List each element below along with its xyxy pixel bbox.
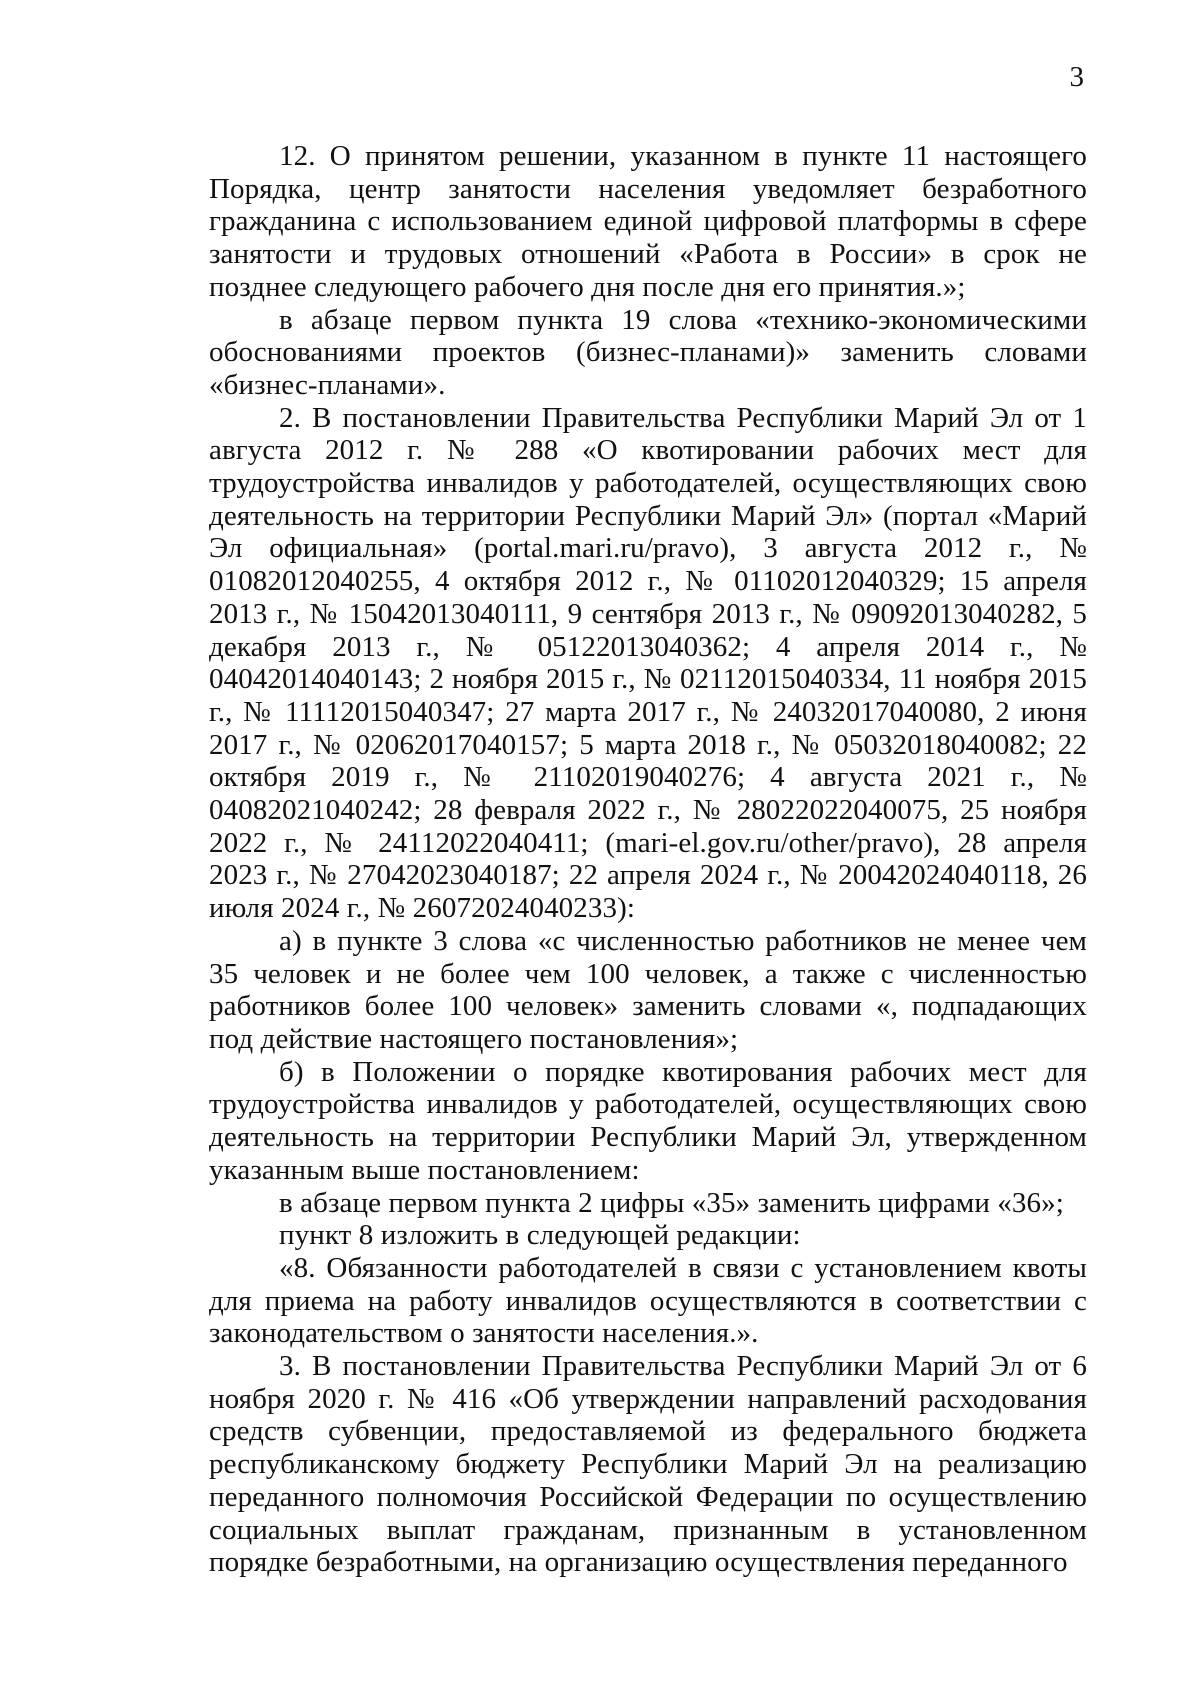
paragraph-item-2-figures: в абзаце первом пункта 2 цифры «35» заменить цифрами «36»; <box>279 1186 1064 1219</box>
paragraph-section-2-resolution-288: 2. В постановлении Правительства Республики Марий Эл от 1 августа 2012 г. № 288 «О квотировании рабочих мест для трудоустройства инвалидов у работодателей, осуществляющих свою деятельность на территории Республики Марий Эл» (портал «Марий Эл официальная» (portal.mari.ru/pravo), 3 августа 2012 г., № 01082012040255, 4 октября 2012 г., № 01102012040329; 15 апреля 2013 г., № 15042013040111, 9 сентября 2013 г., № 09092013040282, 5 декабря 2013 г., № 05122013040362; 4 апреля 2014 г., № 04042014040143; 2 ноября 2015 г., № 02112015040334, 11 ноября 2015 г., № 11112015040347; 27 марта 2017 г., № 24032017040080, 2 июня 2017 г., № 02062017040157; 5 марта 2018 г., № 05032018040082; 22 октября 2019 г., № 21102019040276; 4 августа 2021 г., № 04082021040242; 28 февраля 2022 г., № 28022022040075, 25 ноября 2022 г., № 24112022040411; (mari-el.gov.ru/other/pravo), 28 апреля 2023 г., № 27042023040187; 22 апреля 2024 г., № 20042024040118, 26 июля 2024 г., № 26072024040233): <box>209 401 1087 925</box>
paragraph-item-8-intro: пункт 8 изложить в следующей редакции: <box>279 1219 801 1252</box>
paragraph-item-8-text: «8. Обязанности работодателей в связи с установлением квоты для приема на работу инвалидов осуществляются в соответствии с законодательством о занятости населения.». <box>209 1251 1087 1350</box>
paragraph-item-19-amendment: в абзаце первом пункта 19 слова «технико-экономическими обоснованиями проектов (бизнес-планами)» заменить словами «бизнес-планами». <box>209 303 1087 401</box>
paragraph-subitem-a: а) в пункте 3 слова «с численностью работников не менее чем 35 человек и не более чем 100 человек, а также с численностью работников более 100 человек» заменить словами «, подпадающих под действие настоящего постановления»; <box>209 924 1087 1055</box>
paragraph-item-12-notification: 12. О принятом решении, указанном в пункте 11 настоящего Порядка, центр занятости населения уведомляет безработного гражданина с использованием единой цифровой платформы в сфере занятости и трудовых отношений «Работа в России» в срок не позднее следующего рабочего дня после дня его принятия.»; <box>209 140 1087 303</box>
page-number: 3 <box>1069 61 1084 93</box>
paragraph-section-3-resolution-416: 3. В постановлении Правительства Республики Марий Эл от 6 ноября 2020 г. № 416 «Об утверждении направлений расходования средств субвенции, предоставляемой из федерального бюджета республиканскому бюджету Республики Марий Эл на реализацию переданного полномочия Российской Федерации по осуществлению социальных выплат гражданам, признанным в установленном порядке безработными, на организацию осуществления переданного <box>209 1350 1087 1579</box>
paragraph-subitem-b: б) в Положении о порядке квотирования рабочих мест для трудоустройства инвалидов у работодателей, осуществляющих свою деятельность на территории Республики Марий Эл, утвержденном указанным выше постановлением: <box>209 1055 1087 1186</box>
document-body <box>209 140 1087 1579</box>
